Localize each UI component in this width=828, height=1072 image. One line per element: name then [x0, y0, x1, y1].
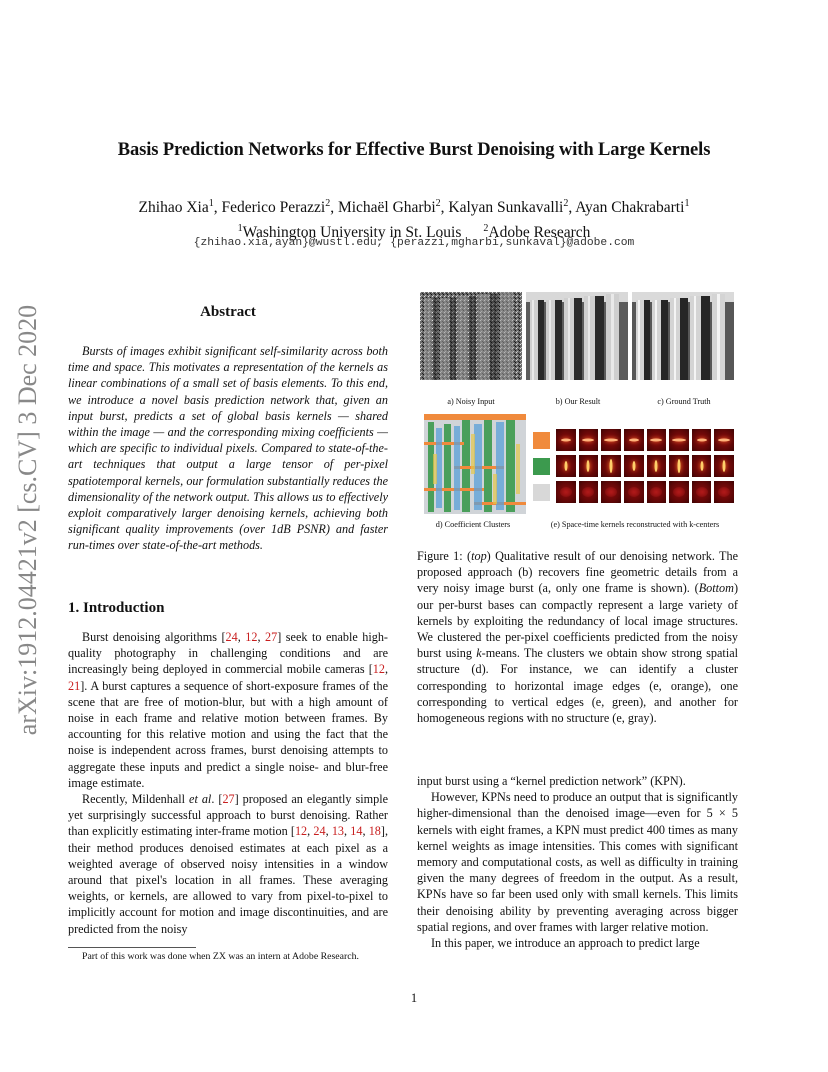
text-run: , — [257, 630, 266, 644]
text-run: ) our per-burst bases can compactly represent a large variety of kernels by exploiting the redundancy of local image structures. We clustered the per-pixel coefficients predicted from the noisy burst using — [417, 581, 738, 661]
italic-text: Bottom — [698, 581, 734, 596]
text-run: , — [325, 824, 332, 839]
kernel-tile — [647, 481, 667, 503]
affiliation-marker: 2 — [483, 223, 489, 235]
our-result-image — [526, 292, 628, 380]
affiliation-marker: 1 — [237, 223, 243, 235]
citation[interactable]: 27 — [265, 630, 278, 644]
page-number: 1 — [410, 991, 418, 1005]
label-coefficient-clusters: d) Coefficient Clusters — [435, 520, 511, 529]
citation[interactable]: 14 — [350, 824, 363, 839]
text-run: ] proposed an elegantly simple yet surprisingly successful approach to burst denoising. Rather than explicitly estimating inter-frame motion [ — [68, 792, 389, 839]
kernel-tile — [669, 455, 689, 477]
arxiv-sidebar-stamp — [4, 290, 52, 750]
text-run: -means. The clusters we obtain show strong spatial structure (d). For instance, we can identify a cluster corresponding to horizontal image edges (e, orange), one corresponding to vertical edges (e, green), and another for homogeneous regions with no structure (e, gray). — [417, 646, 738, 726]
text-run: ] seek to enable high-quality photography in challenging conditions and are increasingly being deployed in commercial mobile cameras [ — [68, 630, 388, 677]
text-run: , — [362, 824, 369, 839]
text-run: , — [307, 824, 314, 839]
right-paragraph-3 — [417, 935, 738, 951]
label-space-time-kernels: (e) Space-time kernels reconstructed with k-centers — [550, 520, 720, 529]
footnote: Part of this work was done when ZX was an intern at Adobe Research. — [82, 951, 359, 962]
kernel-tile — [714, 455, 734, 477]
kernel-tile — [601, 481, 621, 503]
kernel-tile — [556, 481, 576, 503]
text-run: ]. A burst captures a sequence of short-exposure frames of the scene that are free of motion-blur, but with a high amount of noise in each frame and relative motion between frames. By accounting for this relative motion and using the fact that the noise is independent across frames, burst denoising attempts to aggregate these inputs and predict a single noise- and blur-free image estimate. — [68, 678, 388, 790]
kernel-tile — [714, 429, 734, 451]
kernel-row-horizontal — [556, 429, 734, 451]
footnote-rule — [68, 947, 196, 948]
text-run: input burst using a “kernel prediction network” (KPN). — [417, 774, 686, 788]
kernel-tile — [624, 455, 644, 477]
kernel-tile — [624, 429, 644, 451]
kernel-tile — [624, 481, 644, 503]
kernel-tile — [714, 481, 734, 503]
kernel-tile — [556, 429, 576, 451]
citation[interactable]: 13 — [331, 824, 345, 839]
citation[interactable]: 12 — [294, 824, 308, 839]
text-run: ], their method produces denoised estimates at each pixel as a weighted average of observed noisy intensities in a window around that pixel's location in all frames. These averaging weights, or kernels, are allowed to vary from pixel-to-pixel to implicitly account for motion and image discontinuities, and are predicted from the noisy — [68, 824, 388, 936]
citation[interactable]: 12 — [372, 662, 385, 677]
author-block — [60, 193, 768, 243]
italic-text: et al — [189, 792, 212, 807]
author-list: Zhihao Xia$^1$, Federico Perazzi$^2$, Michaël Gharbi$^2$, Kalyan Sunkavalli$^2$, Ayan Chakrabarti$^1$ — [138, 198, 690, 217]
intro-paragraph-2 — [68, 791, 388, 937]
citation[interactable]: 24 — [225, 630, 238, 644]
kernel-tile — [556, 455, 576, 477]
intro-paragraph-1 — [68, 629, 388, 791]
affiliation-marker: 2 — [563, 198, 569, 209]
kernel-row-vertical — [556, 455, 734, 477]
citation[interactable]: 21 — [68, 678, 81, 693]
text-run: Figure 1: ( — [417, 549, 472, 563]
author-name: Michaël Gharbi — [337, 199, 436, 217]
right-paragraph-1 — [417, 773, 738, 789]
swatch-green — [533, 458, 550, 475]
kernel-row-flat — [556, 481, 734, 503]
swatch-gray — [533, 484, 550, 501]
affiliation-marker: 1 — [208, 198, 214, 209]
text-run: . [ — [211, 792, 223, 807]
intro-heading: 1. Introduction — [68, 600, 165, 616]
text-run: , — [344, 824, 351, 839]
kernel-tile — [692, 429, 712, 451]
kernel-tile — [669, 429, 689, 451]
figure-1 — [418, 288, 738, 536]
kernel-tile — [669, 481, 689, 503]
affiliation-marker: 2 — [325, 198, 331, 209]
kernel-tile — [601, 455, 621, 477]
label-noisy-input: a) Noisy Input — [447, 397, 495, 406]
text-run: Recently, Mildenhall — [82, 792, 190, 807]
italic-text: top — [471, 549, 487, 563]
author-name: Ayan Chakrabarti — [575, 199, 685, 217]
left-column-body — [68, 629, 388, 937]
swatch-orange — [533, 432, 550, 449]
affiliation-name: Washington University in St. Louis — [242, 224, 462, 242]
affiliation-marker: 2 — [435, 198, 441, 209]
citation[interactable]: 18 — [368, 824, 381, 839]
abstract-text: Bursts of images exhibit significant self-similarity across both time and space. This motivates a representation of the kernels as linear combinations of a small set of basis elements. To this end, we introduce a novel basis prediction network that, given an input burst, predicts a set of global basis kernels — shared within the image — and the corresponding mixing coefficients — which are specific to individual pixels. Compared to state-of-the-art techniques that output a large tensor of per-pixel spatiotemporal kernels, our formulation substantially reduces the dimensionality of the network output. This allows us to effectively exploit comparatively larger denoising kernels, achieving both significant quality improvements (over 1dB PSNR) and faster run-times over state-of-the-art methods. — [68, 344, 388, 553]
kernel-tile — [692, 481, 712, 503]
citation[interactable]: 12 — [245, 630, 258, 644]
citation[interactable]: 27 — [222, 792, 235, 807]
right-column-body — [417, 773, 738, 951]
text-run: , — [384, 662, 388, 677]
author-emails: {zhihao.xia,ayan}@wustl.edu, {perazzi,mgharbi,sunkaval}@adobe.com — [193, 237, 635, 249]
paper-title: Basis Prediction Networks for Effective Burst Denoising with Large Kernels — [117, 140, 711, 160]
label-our-result: b) Our Result — [555, 397, 601, 406]
affiliation-name: Adobe Research — [488, 224, 591, 242]
text-run: In this paper, we introduce an approach to predict large — [431, 936, 700, 951]
text-run: , — [237, 630, 246, 644]
italic-text: k — [476, 646, 482, 661]
figure-1-caption — [417, 548, 738, 726]
right-paragraph-2 — [417, 789, 738, 935]
author-name: Kalyan Sunkavalli — [448, 199, 564, 217]
kernel-tile — [647, 429, 667, 451]
author-name: Federico Perazzi — [221, 199, 326, 217]
kernel-tile — [601, 429, 621, 451]
abstract-heading: Abstract — [200, 304, 256, 320]
noisy-input-image — [420, 292, 522, 380]
affiliation-marker: 1 — [684, 198, 690, 209]
author-name: Zhihao Xia — [138, 199, 209, 217]
text-run: Burst denoising algorithms [ — [82, 630, 226, 644]
text-run: However, KPNs need to produce an output that is significantly higher-dimensional than the denoised image—even for 5 × 5 kernels with eight frames, a KPN must predict 400 times as many kernel weights as image intensities. This comes with significant memory and computational costs, as well as difficulty in training given the many degrees of freedom in the output. As a result, KPNs have so far been used only with small kernels. This limits their denoising ability by preventing averaging across bigger spatial regions, and over frames with larger relative motion. — [417, 790, 738, 934]
kernel-tile — [692, 455, 712, 477]
ground-truth-image — [632, 292, 734, 380]
coefficient-cluster-map — [424, 414, 526, 514]
kernel-tile — [579, 455, 599, 477]
label-ground-truth: c) Ground Truth — [657, 397, 711, 406]
kernel-tile — [579, 429, 599, 451]
kernel-tile — [579, 481, 599, 503]
kernel-tile — [647, 455, 667, 477]
text-run: ) Qualitative result of our denoising network. The proposed approach (b) recovers fine geometric details from a very noisy image burst (a, only one frame is shown). ( — [417, 549, 738, 596]
citation[interactable]: 24 — [313, 824, 326, 839]
arxiv-id: arXiv:1912.04421v2 [cs.CV] 3 Dec 2020 — [13, 304, 42, 736]
